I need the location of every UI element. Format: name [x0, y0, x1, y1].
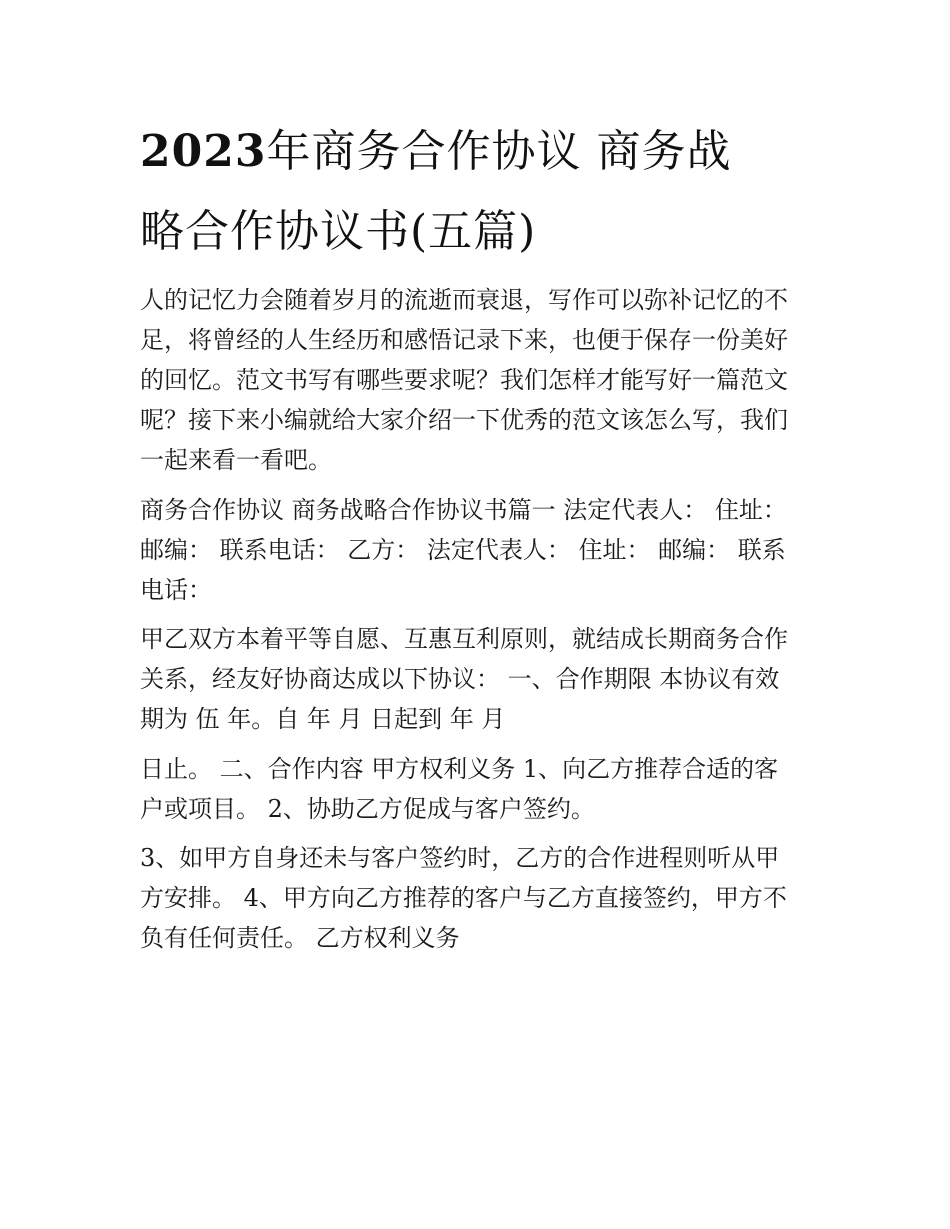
- paragraph-term: 甲乙双方本着平等自愿、互惠互利原则，就结成长期商务合作 关系，经友好协商达成以下协议： 一、合作期限 本协议有效 期为 伍 年。自 年 月 日起到 年 月: [140, 625, 788, 733]
- paragraph-obligations: 3、如甲方自身还未与客户签约时，乙方的合作进程则听从甲 方安排。 4、甲方向乙方推荐的客户与乙方直接签约，甲方不 负有任何责任。 乙方权利义务: [140, 844, 787, 952]
- paragraph-intro: 人的记忆力会随着岁月的流逝而衰退，写作可以弥补记忆的不 足，将曾经的人生经历和感悟记录下来，也便于保存一份美好 的回忆。范文书写有哪些要求呢？我们怎样才能写好一篇范文 呢？接下来小编就给大家介绍一下优秀的范文该怎么写，我们 一起来看一看吧。: [140, 286, 788, 474]
- document-title: [140, 112, 820, 272]
- title-year: 2023: [140, 126, 267, 177]
- paragraph-parties: 商务合作协议 商务战略合作协议书篇一 法定代表人： 住址： 邮编： 联系电话： 乙方： 法定代表人： 住址： 邮编： 联系 电话：: [140, 495, 787, 604]
- document-body: [140, 280, 820, 968]
- paragraph-content: 日止。 二、合作内容 甲方权利义务 1、向乙方推荐合适的客 户或项目。 2、协助乙方促成与客户签约。: [140, 754, 779, 823]
- title-line1-text: 年商务合作协议 商务战: [266, 126, 732, 177]
- title-line2-text: 略合作协议书(五篇): [140, 206, 537, 257]
